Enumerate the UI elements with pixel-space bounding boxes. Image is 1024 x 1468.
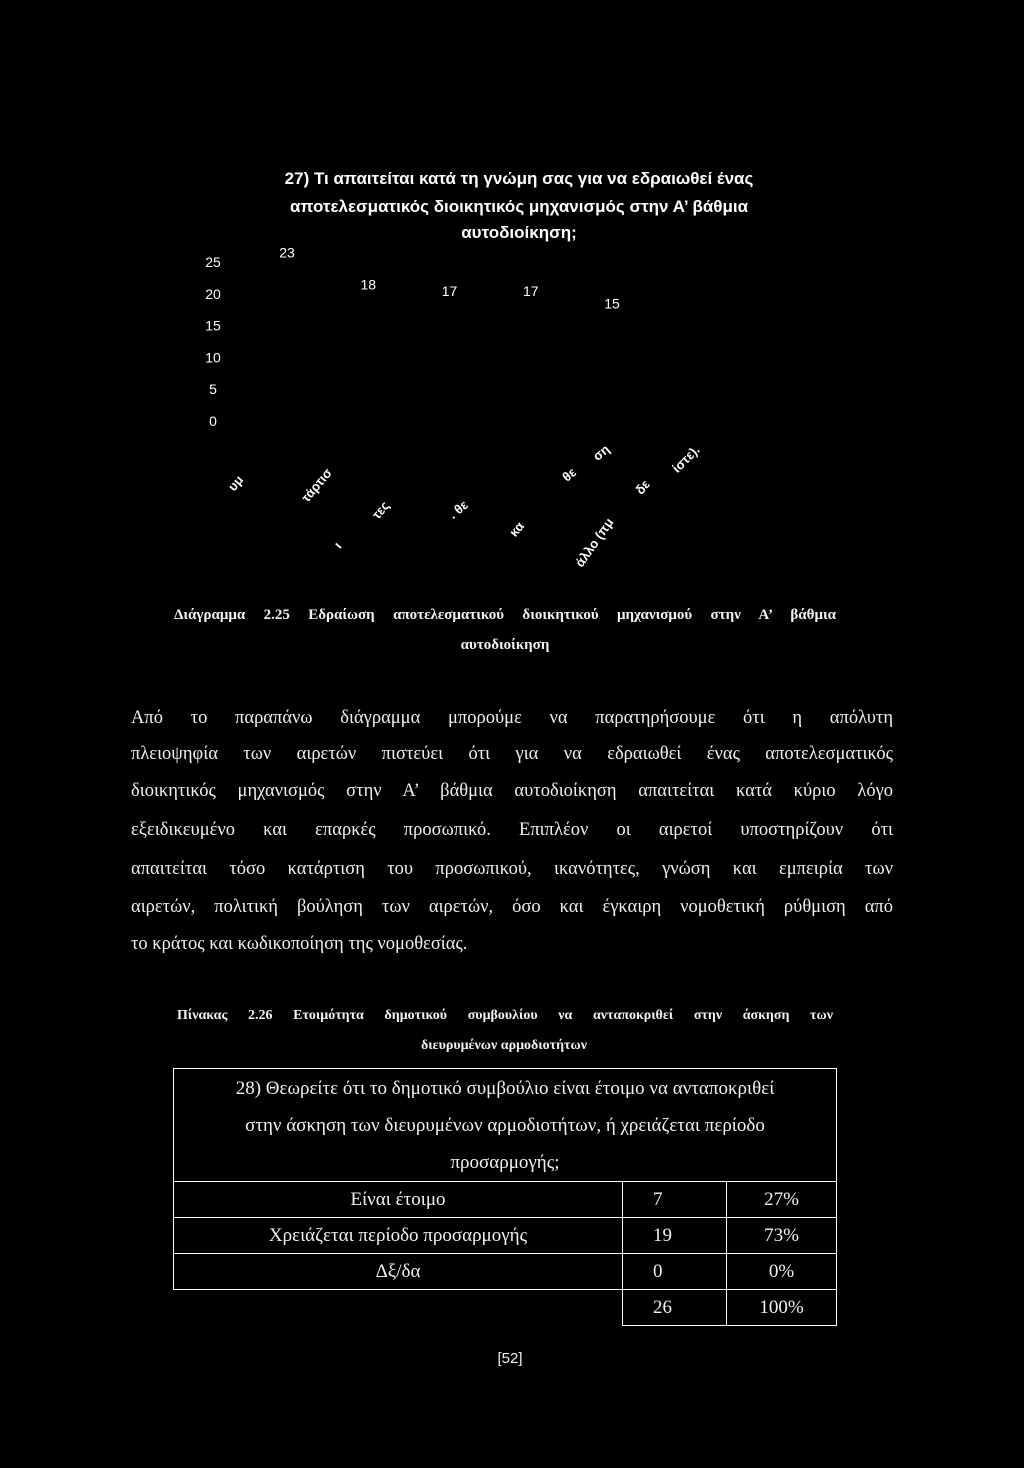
- page-number: [52]: [497, 1350, 523, 1367]
- answer-cell: Είναι έτοιμο: [174, 1182, 623, 1218]
- x-label-fragment: δε: [632, 476, 653, 498]
- bar-value-label: 17: [522, 282, 539, 299]
- table-caption-line-2: διευρυμένων αρμοδιοτήτων: [421, 1038, 587, 1053]
- question-cell: [174, 1069, 837, 1182]
- bar: [340, 307, 396, 421]
- x-label-fragment: ση: [589, 441, 613, 464]
- total-percent-cell: 100%: [727, 1290, 837, 1326]
- x-label-fragment: άλλο (πμ: [572, 515, 617, 570]
- table-row: [174, 1182, 837, 1218]
- survey-table: [173, 1068, 837, 1326]
- bar: [503, 313, 559, 421]
- x-label-fragment: . θε: [445, 497, 471, 522]
- x-label-fragment: υμ: [224, 472, 247, 494]
- table-row: [174, 1218, 837, 1254]
- empty-cell: [174, 1290, 623, 1326]
- bar: [259, 275, 315, 421]
- bar-chart: [0, 0, 1024, 600]
- percent-cell: 27%: [727, 1182, 837, 1218]
- y-tick-label: 15: [205, 317, 221, 334]
- bar-value-label: 15: [604, 295, 620, 312]
- bar-value-label: 17: [441, 282, 458, 299]
- x-label-fragment: τάρτισ: [298, 465, 335, 506]
- question-line: προσαρμογής;: [450, 1151, 560, 1173]
- paragraph-line: διοικητικός μηχανισμός στην Α’ βάθμια αυτοδιοίκηση απαιτείται κατά κύριο λόγο: [131, 781, 893, 801]
- table-caption-line-1: Πίνακας 2.26 Ετοιμότητα δημοτικού συμβουλίου να ανταποκριθεί στην άσκηση των: [177, 1008, 833, 1023]
- x-label-fragment: τες: [368, 498, 393, 523]
- x-label-fragment: ι: [330, 538, 345, 552]
- y-tick-label: 5: [209, 381, 217, 398]
- x-label-fragment: θε: [559, 464, 579, 485]
- chart-title-line-1: 27) Τι απαιτείται κατά τη γνώμη σας για να εδραιωθεί ένας: [284, 169, 754, 188]
- paragraph-line: Από το παραπάνω διάγραμμα μπορούμε να παρατηρήσουμε ότι η απόλυτη: [131, 708, 893, 728]
- table-row: [174, 1254, 837, 1290]
- total-count-cell: 26: [623, 1290, 727, 1326]
- answer-cell: Χρειάζεται περίοδο προσαρμογής: [174, 1218, 623, 1254]
- count-cell: 19: [623, 1218, 727, 1254]
- percent-cell: 0%: [727, 1254, 837, 1290]
- answer-cell: Δξ/δα: [174, 1254, 623, 1290]
- y-tick-label: 20: [205, 285, 221, 302]
- paragraph-line: το κράτος και κωδικοποίηση της νομοθεσίας.: [131, 934, 468, 954]
- paragraph-line: αιρετών, πολιτική βούληση των αιρετών, όσο και έγκαιρη νομοθετική ρύθμιση από: [131, 897, 893, 917]
- y-tick-label: 0: [209, 413, 217, 429]
- count-cell: 0: [623, 1254, 727, 1290]
- table-total-row: [174, 1290, 837, 1326]
- bar-value-label: 23: [279, 244, 295, 261]
- bar-value-label: 18: [360, 276, 377, 293]
- figure-caption-line-1: Διάγραμμα 2.25 Εδραίωση αποτελεσματικού διοικητικού μηχανισμού στην Α’ βάθμια: [174, 607, 836, 623]
- percent-cell: 73%: [727, 1218, 837, 1254]
- paragraph-line: πλειοψηφία των αιρετών πιστεύει ότι για να εδραιωθεί ένας αποτελεσματικός: [131, 744, 893, 764]
- y-tick-label: 10: [205, 349, 221, 366]
- question-line: στην άσκηση των διευρυμένων αρμοδιοτήτων, ή χρειάζεται περίοδο: [245, 1114, 765, 1136]
- chart-plot-area: [205, 245, 640, 429]
- chart-title-line-3: αυτοδιοίκηση;: [461, 223, 577, 242]
- count-cell: 7: [623, 1182, 727, 1218]
- bar: [584, 326, 640, 421]
- x-label-fragment: ίστε).: [669, 442, 703, 476]
- figure-caption-line-2: αυτοδιοίκηση: [460, 637, 550, 653]
- paragraph-line: εξειδικευμένο και επαρκές προσωπικό. Επιπλέον οι αιρετοί υποστηρίζουν ότι: [131, 820, 893, 840]
- x-label-fragment: κα: [506, 518, 528, 540]
- bar: [422, 313, 478, 421]
- table-header-row: [174, 1069, 837, 1182]
- paragraph-line: απαιτείται τόσο κατάρτιση του προσωπικού, ικανότητες, γνώση και εμπειρία των: [131, 859, 893, 879]
- question-line: 28) Θεωρείτε ότι το δημοτικό συμβούλιο είναι έτοιμο να ανταποκριθεί: [235, 1077, 775, 1099]
- y-tick-label: 25: [205, 254, 221, 270]
- chart-title-line-2: αποτελεσματικός διοικητικός μηχανισμός στην Α’ βάθμια: [289, 197, 749, 216]
